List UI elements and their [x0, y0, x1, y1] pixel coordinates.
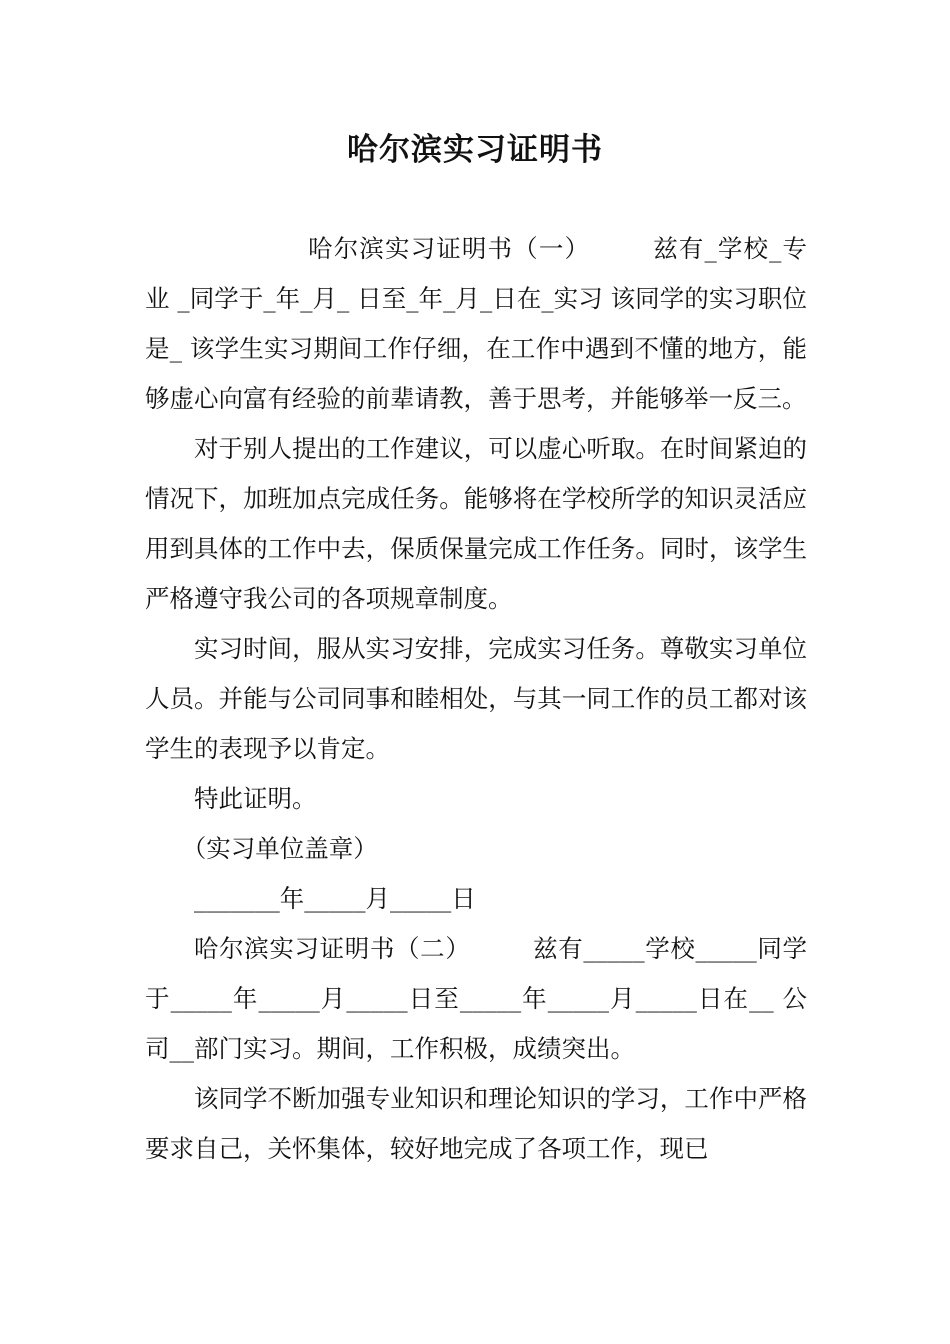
part2-intro-paragraph: [145, 924, 807, 1074]
document-body: [145, 224, 807, 1174]
part1-date-line: _______年_____月_____日: [194, 884, 476, 913]
part2-heading: 哈尔滨实习证明书（二）: [194, 934, 471, 963]
page-title: 哈尔滨实习证明书: [347, 132, 603, 168]
part1-intro-text: 兹有_学校_专业 _同学于_年_月_ 日至_年_月_日在_实习 该同学的实习职位是_ 该学生实习期间工作仔细，在工作中遇到不懂的地方，能够虚心向富有经验的前辈请教，善于思考，并能够举一反三。: [145, 234, 807, 413]
part1-stamp-note: （实习单位盖章）: [181, 834, 378, 863]
part1-intro-paragraph: [145, 224, 807, 424]
part1-paragraph-3: 实习时间，服从实习安排，完成实习任务。尊敬实习单位人员。并能与公司同事和睦相处，与其一同工作的员工都对该学生的表现予以肯定。: [145, 634, 807, 763]
part1-closing: 特此证明。: [194, 784, 317, 813]
part1-heading: 哈尔滨实习证明书（一）: [307, 234, 591, 263]
part2-paragraph-2: 该同学不断加强专业知识和理论知识的学习，工作中严格要求自己，关怀集体，较好地完成了各项工作，现已: [145, 1084, 807, 1163]
part2-intro-text: 兹有_____学校_____同学于_____年_____月_____日至_____年_____月_____日在__ 公司__部门实习。期间，工作积极，成绩突出。: [145, 934, 808, 1063]
part1-paragraph-2: 对于别人提出的工作建议，可以虚心听取。在时间紧迫的情况下，加班加点完成任务。能够将在学校所学的知识灵活应用到具体的工作中去，保质保量完成工作任务。同时，该学生严格遵守我公司的各项规章制度。: [145, 434, 807, 613]
